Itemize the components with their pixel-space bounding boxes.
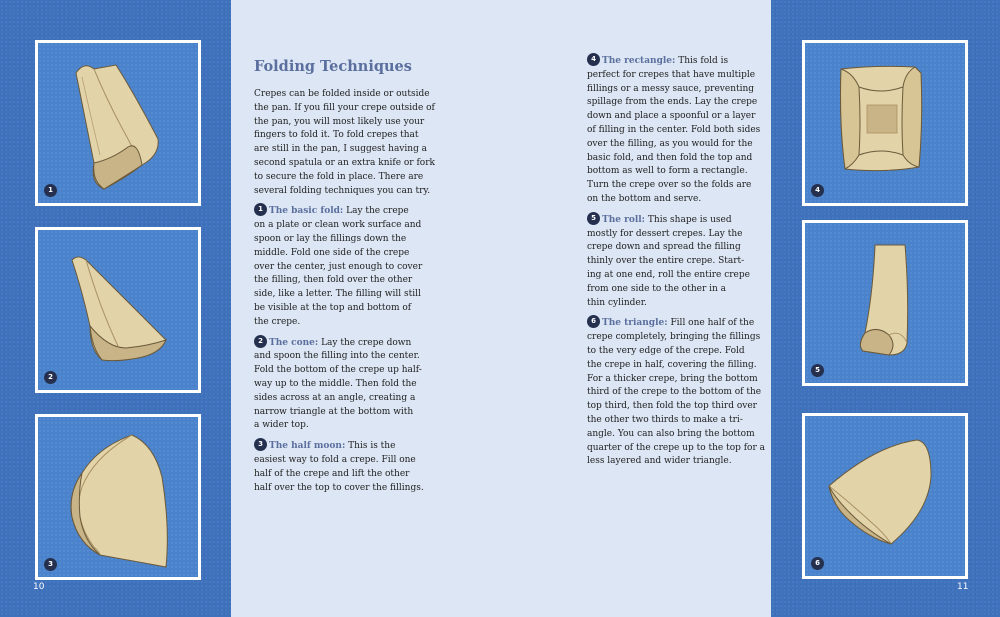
text-line: less layered and wider triangle.	[587, 456, 732, 467]
text-line: the crepe.	[254, 316, 301, 327]
technique-term: The cone:	[269, 337, 319, 348]
step-number-badge: 3	[254, 438, 267, 451]
illustration-number-badge: 1	[44, 184, 57, 197]
illustration-frame-3	[35, 414, 201, 580]
text-line: the filling, then fold over the other	[254, 275, 413, 286]
text-line: sides across at an angle, creating a	[254, 392, 416, 403]
technique-cone	[254, 336, 422, 434]
technique-triangle	[587, 316, 766, 469]
technique-term: The rectangle:	[602, 56, 676, 66]
text-column-left	[254, 54, 435, 501]
text-line: Fill one half of the	[670, 318, 755, 329]
text-line: Crepes can be folded inside or outside	[254, 89, 430, 99]
text-line: top third, then fold the top third over	[587, 401, 757, 412]
illustration-frame-5	[802, 220, 968, 386]
text-line: to the very edge of the crepe. Fold	[587, 345, 745, 356]
text-line: side, like a letter. The filling will still	[254, 289, 421, 300]
text-line: on the bottom and serve.	[587, 193, 702, 204]
illustration-number-badge: 3	[44, 558, 57, 571]
crepe-roll-icon	[805, 223, 965, 383]
text-line: bottom as well to form a rectangle.	[587, 166, 748, 177]
text-column-right	[587, 54, 766, 475]
text-line: quarter of the crepe up to the top for a	[587, 442, 766, 453]
text-line: the other two thirds to make a tri-	[587, 414, 743, 425]
step-number-badge: 6	[587, 315, 600, 328]
text-line: thinly over the entire crepe. Start-	[587, 256, 745, 267]
step-number-badge: 2	[254, 335, 267, 348]
illustration-frame-4	[802, 40, 968, 206]
crepe-triangle-icon	[805, 416, 965, 576]
text-line: Turn the crepe over so the folds are	[587, 180, 752, 191]
illustration-number-badge: 5	[811, 364, 824, 377]
illustration-frame-1	[35, 40, 201, 206]
intro-paragraph	[254, 88, 435, 198]
text-line: spoon or lay the fillings down the	[254, 233, 407, 244]
crepe-rectangle-icon	[805, 43, 965, 203]
text-line: easiest way to fold a crepe. Fill one	[254, 454, 416, 465]
text-line: basic fold, and then fold the top and	[587, 152, 753, 163]
text-line: from one side to the other in a	[587, 283, 727, 294]
technique-term: The basic fold:	[269, 206, 344, 217]
text-line: on a plate or clean work surface and	[254, 220, 422, 231]
technique-rectangle	[587, 54, 761, 207]
step-number-badge: 4	[587, 53, 600, 66]
text-line: fingers to fold it. To fold crepes that	[254, 130, 419, 141]
right-illustration-column	[771, 0, 1000, 617]
text-line: This fold is	[678, 56, 729, 66]
illustration-frame-6	[802, 413, 968, 579]
text-line: several folding techniques you can try.	[254, 185, 431, 196]
text-line: second spatula or an extra knife or fork	[254, 157, 435, 168]
text-line: thin cylinder.	[587, 297, 647, 308]
text-line: to secure the fold in place. There are	[254, 171, 424, 182]
text-line: and spoon the filling into the center.	[254, 351, 420, 362]
text-line: the pan, you will most likely use your	[254, 116, 425, 127]
text-line: the pan. If you fill your crepe outside of	[254, 102, 435, 113]
crepe-half-moon-icon	[38, 417, 198, 577]
text-line: fillings or a messy sauce, preventing	[587, 83, 755, 94]
technique-term: The half moon:	[269, 441, 346, 452]
text-line: perfect for crepes that have multiple	[587, 69, 756, 80]
text-line: middle. Fold one side of the crepe	[254, 247, 410, 258]
text-line: Lay the crepe	[346, 206, 409, 217]
technique-term: The triangle:	[602, 318, 668, 329]
illustration-number-badge: 6	[811, 557, 824, 570]
text-line: way up to the middle. Then fold the	[254, 378, 417, 389]
text-line: are still in the pan, I suggest having a	[254, 144, 428, 155]
text-line: over the filling, as you would for the	[587, 138, 753, 149]
text-line: of filling in the center. Fold both sides	[587, 124, 761, 135]
text-line: Fold the bottom of the crepe up half-	[254, 365, 422, 376]
crepe-basic-fold-icon	[38, 43, 198, 203]
illustration-frame-2	[35, 227, 201, 393]
text-line: crepe down and spread the filling	[587, 242, 741, 253]
text-line: Lay the crepe down	[321, 337, 412, 348]
text-line: half over the top to cover the fillings.	[254, 482, 424, 493]
text-line: third of the crepe to the bottom of the	[587, 387, 762, 398]
text-line: angle. You can also bring the bottom	[587, 428, 755, 439]
text-line: half of the crepe and lift the other	[254, 468, 410, 479]
technique-half-moon	[254, 439, 424, 495]
text-line: mostly for dessert crepes. Lay the	[587, 228, 743, 239]
page-title: Folding Techniques	[254, 58, 412, 75]
text-line: crepe completely, bringing the fillings	[587, 332, 761, 343]
text-line: narrow triangle at the bottom with	[254, 406, 414, 417]
page-number-right: 11	[957, 582, 969, 592]
text-line: ing at one end, roll the entire crepe	[587, 269, 750, 280]
text-line: over the center, just enough to cover	[254, 261, 423, 272]
crepe-cone-icon	[38, 230, 198, 390]
page-number-left: 10	[33, 582, 45, 592]
illustration-number-badge: 2	[44, 371, 57, 384]
text-line: a wider top.	[254, 420, 309, 431]
text-line: For a thicker crepe, bring the bottom	[587, 373, 758, 384]
left-illustration-column	[0, 0, 231, 617]
text-line: down and place a spoonful or a layer	[587, 111, 756, 122]
technique-basic-fold	[254, 204, 423, 329]
technique-roll	[587, 213, 752, 311]
text-line: This is the	[348, 441, 396, 452]
step-number-badge: 5	[587, 212, 600, 225]
technique-term: The roll:	[602, 214, 646, 225]
illustration-number-badge: 4	[811, 184, 824, 197]
text-line: This shape is used	[647, 214, 732, 225]
step-number-badge: 1	[254, 203, 267, 216]
text-line: the crepe in half, covering the filling.	[587, 359, 757, 370]
text-line: spillage from the ends. Lay the crepe	[587, 97, 758, 108]
text-line: be visible at the top and bottom of	[254, 302, 412, 313]
